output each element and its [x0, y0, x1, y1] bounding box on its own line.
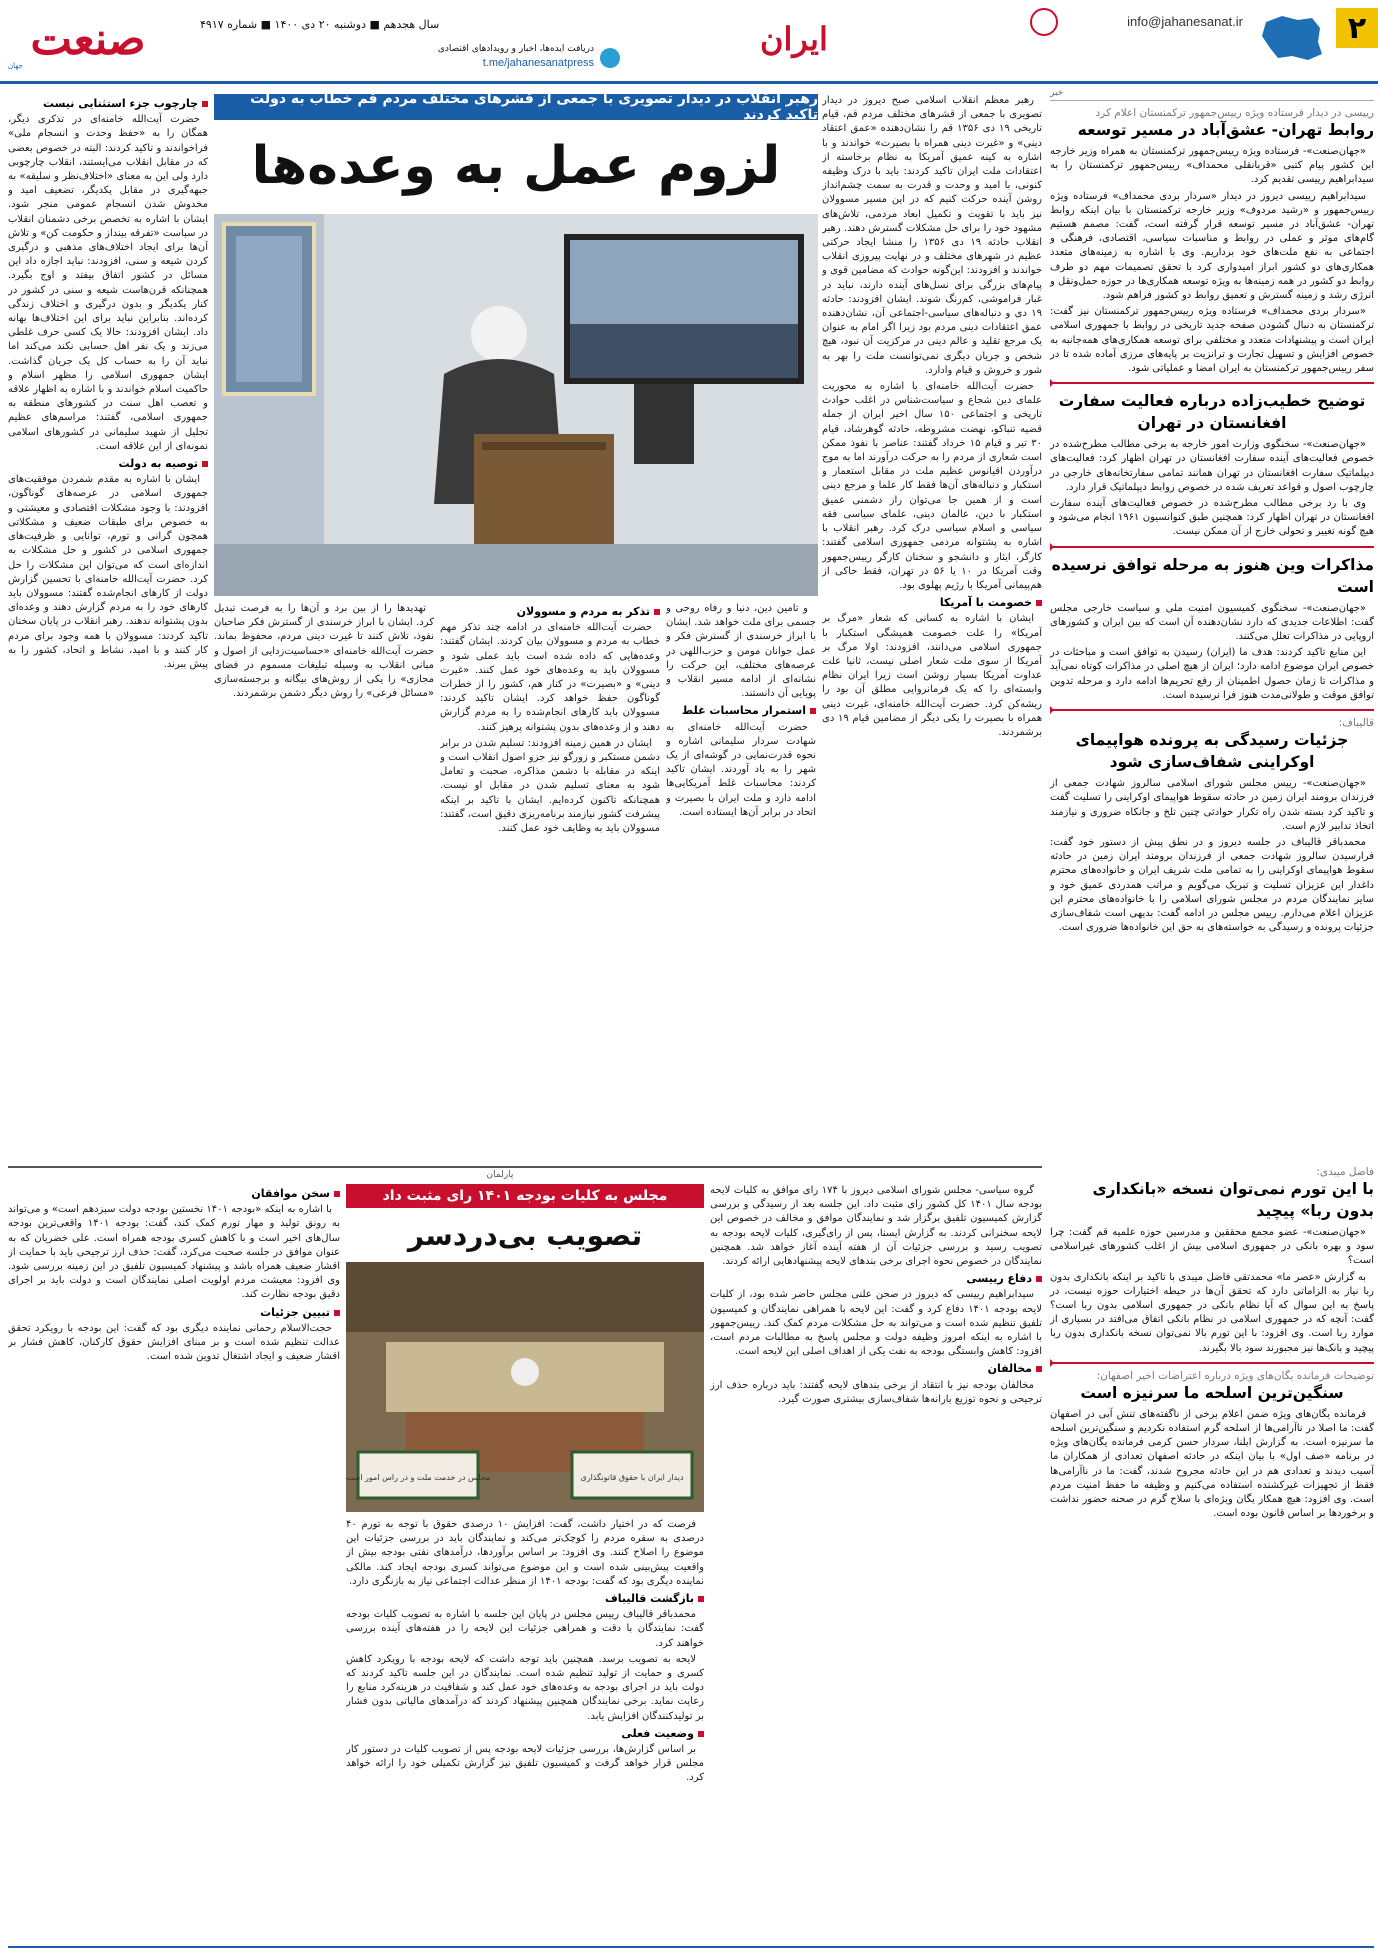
subheading: تبیین جزئیات: [8, 1306, 340, 1320]
photo-banner-right: دیدار ایران با حقوق قانونگذاری: [580, 1473, 684, 1482]
leader-photo-illustration: [214, 214, 818, 596]
feature-column-4: [214, 602, 434, 1160]
parliament-banner: مجلس به کلیات بودجه ۱۴۰۱ رای مثبت داد: [346, 1184, 704, 1208]
sidebar-kicker: رییسی در دیدار فرستاده ویژه رییس‌جمهور ترکمنستان اعلام کرد: [1095, 107, 1374, 119]
paragraph: وی با رد برخی مطالب مطرح‌شده در خصوص فعالیت‌های آینده سفارت افغانستان در تهران اظهار کرد: همچنین طبق کنوانسیون ۱۹۶۱ انجام می‌شود و هیچ گونه تغییر و تحولی خارج از آن ممکن نیست.: [1050, 498, 1374, 538]
email-icon: [1030, 8, 1058, 36]
paragraph: این منابع تاکید کردند: هدف ما (ایران) رسیدن به توافق است و مباحثات در خصوص ایران موضوع ادامه دارد؛ ایران از هیچ اصلی در مذاکرات کوتاه نمی‌آید و مذاکرات تا زمان حصول اطمینان از رفع تحریم‌ها ادامه دارد و مرحله تدوین توافق موقت و طولانی‌مدت هنوز فرا نرسیده است.: [1050, 647, 1374, 701]
paragraph: حضرت آیت‌الله خامنه‌ای در تذکری دیگر، همگان را به «حفظ وحدت و انسجام ملی» فراخواندند و تاکید کردند: البته در خصوص بعضی که در مقابل انقلاب می‌ایستند، انقلاب چارچوبی دارد ولی این به معنای «اختلاف‌نظر و سلیقه» به جبهه‌گیری در مقابل یکدیگر، تضعیف امید و مخدوش شدن انسجام عمومی منجر شود. ایشان با اشاره به تخصص برخی دشمنان انقلاب در سیاست «تفرقه بینداز و حکومت کن» و تلاش آن‌ها برای ایجاد اختلاف‌های مذهبی و درگیری کردن شیعه و سنی، افزودند: نباید اجازه داد این مسائل در کشور اتفاق بیفتد و اوج بگیرد. همچنانکه قرن‌هاست شیعه و سنی در کشور در کنار یکدیگر و بدون درگیری و اختلاف زندگی کرده‌اند. بنابراین نباید برای این اختلاف‌ها بهانه داد. ایشان افزودند: حالا یک کسی حرف غلطی می‌زند و یک نفر اهل حسابی نکند می‌کند اما نباید آن را به حساب کل یک جریان گذاشت. ایشان جمهوری اسلامی را مظهر اسلام و حاکمیت اسلام خواندند و با اشاره به اظهار علاقه و تعصب اهل سنت در کشورهای منطقه به جمهوری اسلامی، گفتند: مراسم‌های عظیم تجلیل از شهید سلیمانی در کشورهای اسلامی نمونه‌ای از این علاقه است.: [8, 114, 208, 452]
issue-info: سال هجدهم ■ دوشنبه ۲۰ دی ۱۴۰۰ ■ شماره ۴۹۱۷: [200, 18, 440, 31]
subheading: خصومت با آمریکا: [822, 596, 1042, 610]
subheading: بازگشت قالیباف: [346, 1592, 704, 1606]
newspaper-logo: [8, 10, 168, 70]
subheading: دفاع رییسی: [710, 1272, 1042, 1286]
page-number: ۲: [1336, 8, 1378, 48]
telegram-promo[interactable]: [430, 44, 620, 72]
sidebar-kicker: فاضل میبدی:: [1316, 1166, 1374, 1178]
subheading: تذکر به مردم و مسوولان: [440, 605, 660, 619]
parliament-photo: [346, 1262, 704, 1512]
subheading: توصیه به دولت: [8, 457, 208, 471]
paragraph: «جهان‌صنعت»- فرستاده ویژه رییس‌جمهور ترکمنستان به همراه وزیر خارجه این کشور پیام کتبی «قربانقلی محمداف» رییس‌جمهور ترکمنستان را به سیدابراهیم رییسی تقدیم کرد.: [1050, 146, 1374, 186]
paragraph: حجت‌الاسلام رحمانی نماینده دیگری بود که گفت: این بودجه با رویکرد تحقق عدالت تنظیم شده است و بر مبنای افزایش حقوق کارکنان، کاهش فشار بر اقشار ضعیف و ایجاد اشتغال تدوین شده است.: [8, 1322, 340, 1363]
paragraph: سیدابراهیم رییسی دیروز در دیدار «سردار بردی محمداف» فرستاده ویژه رییس‌جمهور و «رشید مردوف» وزیر خارجه ترکمنستان با بیان اینکه روابط تهران- عشق‌آباد در مسیر توسعه قرار گرفته است، گفت: مصمم هستیم گام‌های موثر و عملی در روابط و مناسبات سیاسی، اقتصادی، فرهنگی و اجتماعی به نفع ملت‌های خود برداریم. وی با اشاره به زمینه‌های متعدد همکاری‌های دو کشور ابراز امیدواری کرد با تحقق تصمیمات مهم دو طرف روابط دو کشور در همه زمینه‌ها به ویژه توسعه همکاری‌ها در حوزه حمل‌ونقل و انرژی رشد و زمینه گسترش و تعمیق روابط دو کشور فراهم شود.: [1050, 190, 1374, 302]
paragraph: «سردار بردی محمداف» فرستاده ویژه رییس‌جمهور ترکمنستان نیز گفت: ترکمنستان به دنبال گشودن صفحه جدید تاریخی در روابط با جمهوری اسلامی ایران است و پیشنهادات متعدد و مختلفی برای توسعه همکاری‌های همه‌جانبه به خصوص افزایش و تسهیل تجارت و ترانزیت بر پایه‌های مرزی آماده شده تا در سفر رییس‌جمهور ترکمنستان به ایران امضا و عملیاتی شود.: [1050, 306, 1374, 375]
subheading: مخالفان: [710, 1362, 1042, 1376]
logo-word: صنعت: [30, 14, 146, 65]
paragraph: حضرت آیت‌الله خامنه‌ای با اشاره به محوریت علمای دین شجاع و سیاست‌شناس در اغلب حوادث تاریخی و اجتماعی ۱۵۰ سال اخیر ایران از جمله قضیه تنباکو، نهضت مشروطه، حادثه گوهرشاد، قیام ۳۰ تیر و قیام ۱۵ خرداد گفتند: عناصر با نفوذ ممکن است شعاری از مردم را به حرکت درآورند اما به موج درآوردن اقیانوس عظیم ملت در مقابل استعمار و استکبار و دنباله‌های آن‌ها فقط کار علما و مرجع دینی است و از همین جا می‌توان راز دشمنی عمیق استکبار با دین، عالمان دینی، علمای سیاسی فقه سیاسی و اسلام سیاسی درک کرد. رهبر انقلاب با اشاره به پشتوانه مردمی جمهوری اسلامی گفتند: کارگر، ایثار و دانشجو و سخنان کارگر رییس‌جمهور وقت آمریکا در ۱۰ یا ۵۶ در تهران، فقط حاکی از هم‌پیمانی آمریکا با رژیم پهلوی بود.: [822, 381, 1042, 591]
sidebar-headline[interactable]: توضیح خطیب‌زاده درباره فعالیت سفارت افغانستان در تهران: [1058, 392, 1366, 433]
email-address[interactable]: info@jahanesanat.ir: [1127, 14, 1243, 29]
divider: [1050, 1362, 1374, 1364]
sidebar-headline[interactable]: با این تورم نمی‌توان نسخه «بانکداری بدون ربا» پیچید: [1092, 1180, 1374, 1220]
paragraph: «جهان‌صنعت»- عضو مجمع محققین و مدرسین حوزه علمیه قم گفت: چرا سود و بهره بانکی در جمهوری اسلامی بیش از اغلب کشورهای غیراسلامی است؟: [1050, 1227, 1374, 1267]
parliament-headline[interactable]: تصویب بی‌دردسر: [407, 1219, 643, 1252]
paragraph: محمدباقر قالیباف رییس مجلس در پایان این جلسه با اشاره به تصویب کلیات بودجه گفت: نمایندگان با دقت و همراهی جزئیات این لایحه را در هفته‌های آینده بررسی خواهند کرد.: [346, 1609, 704, 1649]
parliament-column-3: [8, 1184, 340, 1939]
paragraph: حضرت آیت‌الله خامنه‌ای به شهادت سردار سلیمانی اشاره و نحوه قدرت‌نمایی در گوشه‌ای از یک شهر را به یاد آوردند. ایشان تاکید کردند: محاسبات غلط آمریکایی‌ها ادامه دارد و ملت ایران با بصیرت و اتحاد در برابر آن‌ها ایستاده است.: [666, 721, 816, 818]
paragraph: «جهان‌صنعت»- سخنگوی وزارت امور خارجه به برخی مطالب مطرح‌شده در خصوص فعالیت‌های آینده سفارت افغانستان در تهران اظهار کرد: فعالیت‌های دیپلماتیک سفارت افغانستان در تهران همانند تمامی سفارتخانه‌های خارجی در چارچوب اصول و قواعد تعریف شده در خصوص روابط دیپلماتیک قرار دارد.: [1050, 439, 1374, 493]
parliament-column-2: [346, 1518, 704, 1939]
paragraph: حضرت آیت‌الله خامنه‌ای در ادامه چند تذکر مهم خطاب به مردم و مسوولان بیان کردند. ایشان گفتند: وعده‌هایی که داده شده است باید عملی شود و مسوولان باید به وعده‌های خود عمل کنند. «غیرت دینی» و «بصیرت» در کنار هم، کشور را از خطرات گوناگون حفظ خواهد کرد. ایشان تاکید کردند: مسوولان باید کارهای انجام‌شده را به مردم گزارش دهند و از وعده‌های بدون پشتوانه پرهیز کنند.: [440, 622, 660, 733]
paragraph: ایشان در همین زمینه افزودند: تسلیم شدن در برابر دشمن مستکبر و زورگو نیز جزو اصول انقلاب است و اینکه در مقابله با دشمن مذاکره، صحبت و تعامل شود به معنای تسلیم شدن در مقابل او نیست. همچنانکه تاکنون کرده‌ایم. ایشان با تاکید بر اینکه پیشرفت کشور نیازمند برنامه‌ریزی دقیق است، گفتند: مسوولان باید به وظایف خود عمل کنند.: [440, 737, 660, 835]
news-sidebar-lower: [1050, 1160, 1374, 1945]
telegram-icon: [600, 48, 620, 68]
section-tag: پارلمان: [486, 1170, 514, 1180]
paragraph: گروه سیاسی- مجلس شورای اسلامی دیروز با ۱۷۴ رای موافق به کلیات لایحه بودجه سال ۱۴۰۱ کل کشور رای مثبت داد. این جلسه بعد از رسیدگی و بررسی گزارش کمیسیون تلفیق برگزار شد و نمایندگان موافق و مخالف در خصوص این لایحه سخنرانی کردند. به گزارش ایسنا، پس از رای‌گیری، کلیات لایحه بودجه به تصویب رسید و بررسی جزئیات آن از هفته آینده آغاز خواهد شد. همچنین نمایندگان در خصوص نحوه اجرای برخی بندهای لایحه پیشنهادهایی ارائه کردند.: [710, 1185, 1042, 1268]
sidebar-body: [1050, 1226, 1374, 1356]
paragraph: فرصت که در اختیار داشت، گفت: افزایش ۱۰ درصدی حقوق با توجه به تورم ۴۰ درصدی به سفره مردم را کوچک‌تر می‌کند و نمایندگان باید در بررسی جزئیات این موضوع را اصلاح کنند. وی افزود: بر اساس برآوردها، درآمدهای نفتی بودجه بیش از واقعیت پیش‌بینی شده است و این موضوع می‌تواند کسری بودجه ایجاد کند. مالکی نماینده دیگری بود که گفت: بودجه ۱۴۰۱ از منظر عدالت اجتماعی نیاز به بازنگری دارد.: [346, 1519, 704, 1587]
feature-column-3: [440, 602, 660, 1160]
paragraph: به گزارش «عصر ما» محمدتقی فاضل میبدی با تاکید بر اینکه بانکداری بدون ربا نیاز به الزاماتی دارد که تحقق آن‌ها در حیطه اختیارات حوزه نیست، در پاسخ به این سوال که آیا نظام بانکی در جمهوری اسلامی بدون ربا است؟ گفت: آنچه که در جمهوری اسلامی در نظام بانکی اتفاق می‌افتد در بسیاری از موارد ربا است. وی افزود: با این تورم بالا نمی‌توان نسخه بانکداری بدون ربا پیچید و بانک‌ها نیز مجبورند سود بالا بگیرند.: [1050, 1271, 1374, 1354]
sidebar-body: [1050, 438, 1374, 539]
paragraph: بر اساس گزارش‌ها، بررسی جزئیات لایحه بودجه پس از تصویب کلیات در دستور کار مجلس قرار خواهد گرفت و کمیسیون تلفیق نیز گزارش تکمیلی خود را ارائه خواهد کرد.: [346, 1744, 704, 1784]
sidebar-headline[interactable]: سنگین‌ترین اسلحه ما سرنیزه است: [1080, 1383, 1344, 1402]
parliament-photo-illustration: [346, 1262, 704, 1512]
paragraph: سیدابراهیم رییسی که دیروز در صحن علنی مجلس حاضر شده بود، از کلیات لایحه بودجه ۱۴۰۱ دفاع کرد و گفت: این لایحه با همراهی نمایندگان و کمیسیون تلفیق تنظیم شده است و می‌تواند به حل مشکلات مردم کمک کند. رییس‌جمهور با اشاره به اینکه امروز وظیفه دولت و مجلس پاسخ به مطالبات مردم است، افزود: کاهش وابستگی بودجه به نفت یکی از اهداف اصلی این لایحه است.: [710, 1289, 1042, 1358]
feature-photo: [214, 214, 818, 596]
iran-map-icon: [1258, 12, 1326, 64]
sidebar-body: [1050, 777, 1374, 935]
logo-sub: جهان: [8, 62, 23, 70]
paragraph: «جهان‌صنعت»- سخنگوی کمیسیون امنیت ملی و سیاست خارجی مجلس گفت: اطلاعات جدیدی که دارد نشان‌دهنده آن است که بین ایران و کشورهای اروپایی در مذاکرات تعلل می‌کنند.: [1050, 602, 1374, 643]
sidebar-headline[interactable]: جزئیات رسیدگی به پرونده هواپیمای اوکراینی شفاف‌سازی شود: [1075, 731, 1349, 772]
paragraph: «جهان‌صنعت»- رییس مجلس شورای اسلامی سالروز شهادت جمعی از فرزندان برومند ایران زمین در حادثه سقوط هواپیمای اوکراینی را تسلیت گفت و تاکید کرد بسته شدن راه تکرار حوادثی چنین تلخ و جانکاه ضروری و نیازمند اتخاذ تدابیر لازم است.: [1050, 778, 1374, 832]
sidebar-body: [1050, 145, 1374, 376]
paragraph: مخالفان بودجه نیز با انتقاد از برخی بندهای لایحه گفتند: باید درباره حذف ارز ترجیحی و نحوه توزیع یارانه‌ها شفاف‌سازی بیشتری صورت گیرد.: [710, 1379, 1042, 1405]
paragraph: لایحه به تصویب برسد. همچنین باید توجه داشت که لایحه بودجه با رویکرد کاهش کسری و حمایت از تولید تنظیم شده است. نمایندگان در این جلسه تاکید کردند که دولت باید در اجرای بودجه به وعده‌های خود عمل کند و شفافیت در هزینه‌کرد منابع را رعایت نماید. برخی نمایندگان همچنین پیشنهاد کردند که درآمدهای مالیاتی بدون فشار بر تولیدکنندگان افزایش یابد.: [346, 1653, 704, 1722]
paragraph: و تامین دین، دنیا و رفاه روحی و جسمی برای ملت خواهد شد. ایشان با ابراز خرسندی از گسترش فکر و عمل جوانان مومن و حزب‌اللهی در عرصه‌های مختلف، این حرکت را نشانه‌ای از ادامه مسیر انقلاب و پویایی آن دانستند.: [666, 603, 816, 700]
telegram-caption: دریافت ایده‌ها، اخبار و رویدادهای اقتصادی: [437, 44, 594, 54]
footer-rule: [8, 1946, 1374, 1948]
sidebar-kicker: قالیباف:: [1338, 717, 1374, 730]
subheading: چارچوب جزء استثنایی نیست: [8, 97, 208, 111]
paragraph: محمدباقر قالیباف در جلسه دیروز و در نطق پیش از دستور خود گفت: فرارسیدن سالروز شهادت جمعی از فرزندان برومند ایران زمین در حادثه سقوط هواپیمای اوکراینی را به تمامی ملت شریف ایران و خانواده‌های محترم داغدار این عزیزان تسلیت و تبریک می‌گویم و مراتب همدردی عمیق خود و سایر نمایندگان مردم در مجلس شورای اسلامی را با خانواده‌های محترم این عزیزان اعلام می‌دارم. رییس مجلس در ادامه گفت: بدیهی است شفاف‌سازی جزئیات پرونده و رسیدگی به خواسته‌های به حق این خانواده‌ها ضروری است.: [1050, 836, 1374, 934]
section-title: ایران: [760, 20, 828, 58]
news-sidebar: [1050, 88, 1374, 1138]
divider: [1050, 382, 1374, 384]
feature-headline[interactable]: لزوم عمل به وعده‌ها: [251, 136, 781, 196]
parliament-column-1: [710, 1184, 1042, 1939]
sidebar-tag: خبر: [1050, 88, 1374, 101]
masthead: [0, 0, 1378, 84]
divider: [1050, 546, 1374, 548]
sidebar-body: [1050, 1408, 1374, 1522]
paragraph: رهبر معظم انقلاب اسلامی صبح دیروز در دیدار تصویری با جمعی از قشرهای مختلف مردم قم، قیام تاریخی ۱۹ دی ۱۳۵۶ قم را نشان‌دهنده «عمق اعتقاد دینی» و «غیرت دینی همراه با بصیرت» خواندند و با اشاره به کینه عمیق آمریکا به نظام برخاسته از اعتقادات ملت ایران تاکید کردند: باید با درک وظیفه کنونی، با امید و وحدت و قدرت به سمت چشم‌انداز روشن آینده حرکت کنیم که در این مسیر مسوولان نیز باید با تقویت و تکمیل ابعاد مردمی، تلاش‌های مشهود خود را برای حل مشکلات گسترش دهند. رهبر انقلاب حادثه ۱۹ دی ۱۳۵۶ را منشا ایجاد حرکتی عظیم در شهرهای مختلف و در نهایت پیروزی انقلاب خواندند و افزودند: این‌گونه حوادث که مضامین قوی و پیام‌های بزرگی برای نسل‌های آینده دارند، نباید در غبار فراموشی، کم‌رنگ شوند. ایشان افزودند: حادثه ۱۹ دی و دنباله‌های سیاسی-اجتماعی آن، نشان‌دهنده عمق اعتقادات دینی مردم بود زیرا اگر امام به عنوان یک مرجع تقلید و عالم دینی در مرکزیت آن نبود، هیچ شخص و جریان دیگری نمی‌توانست ملت را بهر به شور و خروش و قیام وادارد.: [822, 95, 1042, 376]
sidebar-headline[interactable]: مذاکرات وین هنوز به مرحله توافق نرسیده است: [1051, 555, 1374, 596]
sidebar-body: [1050, 602, 1374, 703]
photo-banner-left: مجلس در خدمت ملت و در راس امور است: [346, 1473, 491, 1482]
feature-column-2: [666, 602, 816, 1160]
divider: [1050, 709, 1374, 711]
feature-column-5: [8, 94, 208, 1160]
subheading: وضعیت فعلی: [346, 1727, 704, 1741]
section-divider: [8, 1166, 1042, 1168]
paragraph: ایشان با اشاره به مقدم شمردن موفقیت‌های جمهوری اسلامی در عرصه‌های گوناگون، افزودند: با وجود مشکلات اقتصادی و معیشتی و به خصوص برای طبقات ضعیف و مشکلاتی همچون گرانی و تورم، توانایی و ظرفیت‌های جمهوری اسلامی در کشور و حل مشکلات به اندازه‌ای است که می‌توان این مشکلات را حل کرد. حضرت آیت‌الله خامنه‌ای با تحسین گزارش دولت از کارهای انجام‌شده گفتند: مسوولان باید کارهای خود را به مردم گزارش دهند و وعده‌ای بدون پشتوانه ندهند. رهبر انقلاب در پایان سخنان تاکید کردند: مسوولان با همه وجود برای مردم کار کنند و با امید، نشاط و اتحاد، کشور را به پیش ببرند.: [8, 474, 208, 670]
subheading: سخن موافقان: [8, 1187, 340, 1201]
paragraph: فرمانده یگان‌های ویژه ضمن اعلام برخی از ناگفته‌های تنش آبی در اصفهان گفت: ما اصلا در ناآرامی‌ها از اسلحه گرم استفاده نکردیم و سنگین‌ترین اسلحه ما سرنیزه است. به گزارش ایلنا، سردار حسن کرمی فرمانده یگان‌های ویژه در برنامه «صف اول» با بیان اینکه در حادثه اصفهان تعدادی از همکاران ما آسیب دیدند و تعدادی هم در این حادثه مجروح شدند، گفت: ما در ناآرامی‌ها فقط از تجهیزات غیرکشنده استفاده می‌کنیم و وظیفه ما حفظ امنیت مردم است. وی افزود: هیچ همکار یگان ویژه‌ای با سلاح گرم در صحنه حضور نداشت و برخوردها بر اساس قانون بوده است.: [1050, 1408, 1374, 1520]
subheading: استمرار محاسبات غلط: [666, 704, 816, 718]
feature-banner: رهبر انقلاب در دیدار تصویری با جمعی از قشرهای مختلف مردم قم خطاب به دولت تاکید کردند: [214, 94, 818, 120]
feature-column-1: [822, 94, 1042, 1160]
sidebar-headline[interactable]: روابط تهران- عشق‌آباد در مسیر توسعه: [1077, 121, 1374, 139]
telegram-url[interactable]: t.me/jahanesanatpress: [482, 57, 594, 69]
paragraph: تهدیدها را از بین برد و آن‌ها را به فرصت تبدیل کرد. ایشان با ابراز خرسندی از گسترش فکر صاحبان نفوذ، تلاش کنند تا غیرت دینی مردم، محفوظ بماند. حضرت آیت‌الله خامنه‌ای «حساسیت‌زدایی از اصول و مبانی انقلاب به وسیله تبلیغات مسموم در فضای مجازی» را یکی از روش‌های بیگانه و برجسته‌سازی «مسائل فرعی» را روش دیگر دشمن برشمردند.: [214, 603, 434, 700]
sidebar-kicker: توضیحات فرمانده یگان‌های ویژه درباره اعتراضات اخیر اصفهان:: [1096, 1369, 1374, 1382]
paragraph: با اشاره به اینکه «بودجه ۱۴۰۱ نخستین بودجه دولت سیزدهم است» و می‌تواند به رونق تولید و مهار تورم کمک کند، گفت: بودجه ۱۴۰۱ واقعی‌ترین بودجه سال‌های اخیر است و با کاهش کسری بودجه همراه است. علی خضریان که به عنوان موافق در جلسه صحبت می‌کرد، گفت: حذف ارز ترجیحی باید با حمایت از اقشار ضعیف همراه باشد و پیشنهاد کمیسیون تلفیق در این زمینه بررسی شود. وی افزود: معیشت مردم اولویت اصلی نمایندگان است و دولت باید بر اجرای دقیق بودجه نظارت کند.: [8, 1204, 340, 1301]
paragraph: ایشان با اشاره به کسانی که شعار «مرگ بر آمریکا» را علت خصومت همیشگی استکبار با جمهوری اسلامی می‌دانند، افزودند: اولا مرگ بر آمریکا از سوی ملت شعار اصلی نیست، ثانیا علت عداوت آمریکا بسیار روشن است زیرا ایران نظام وابسته‌ای را که یک فرمانروایی مطلق آن بود را ریشه‌کن کرد. حضرت آیت‌الله خامنه‌ای، غیرت دینی همراه با بصیرت را یکی دیگر از مضامین قیام ۱۹ دی برشمردند.: [822, 613, 1042, 738]
